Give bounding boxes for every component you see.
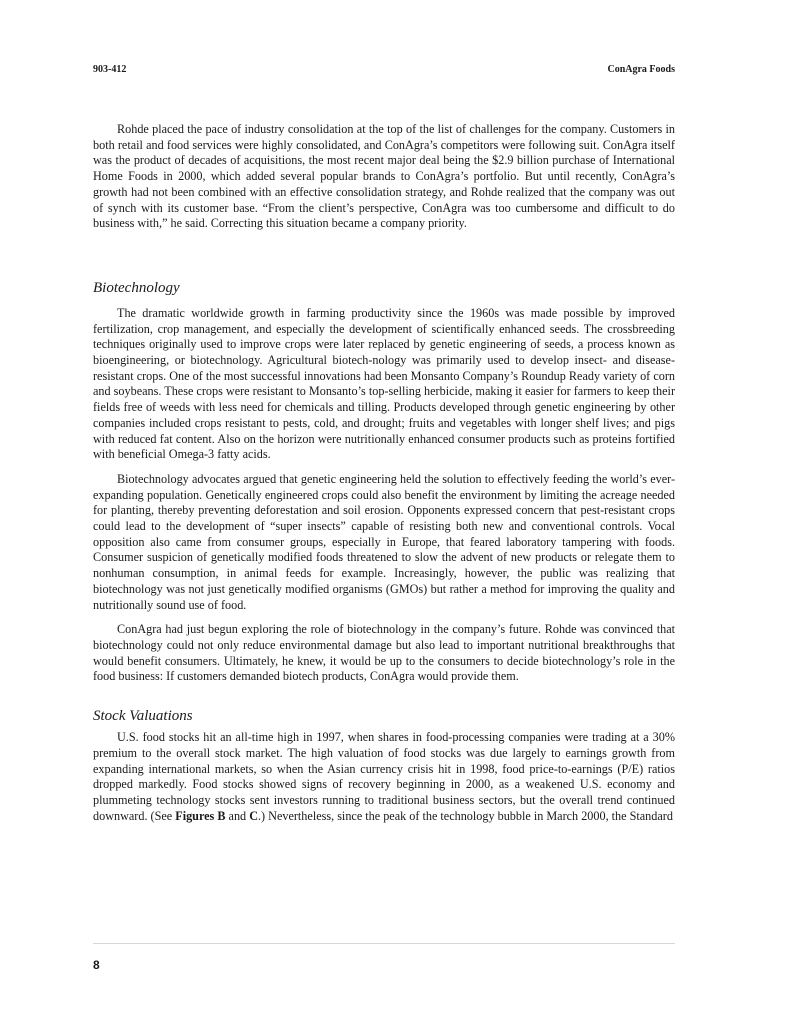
document-title: ConAgra Foods <box>607 64 675 75</box>
footer-rule <box>93 943 675 944</box>
paragraph-biotech-2: Biotechnology advocates argued that genetic engineering held the solution to effectively feeding the world’s ever-expanding population. Genetically engineered crops could also benefit the environment by limiting the acreage needed for planting, thereby preventing deforestation and soil erosion. Opponents expressed concern that pest-resistant crops could lead to the development of “super insects” capable of resisting both new and conventional controls. Vocal opposition also came from consumer groups, especially in Europe, that feared laboratory tampering with foods. Consumer suspicion of genetically modified foods threatened to slow the advent of new products or relegate them to nonhuman consumption, in animal feeds for example. Increasingly, however, the public was realizing that biotechnology was not just genetically modified organisms (GMOs) but rather a method for improving the quality and nutritionally sound use of food. <box>93 471 675 612</box>
document-number: 903-412 <box>93 64 127 75</box>
page-number: 8 <box>93 958 100 972</box>
page-body <box>93 122 675 824</box>
paragraph-biotech-3: ConAgra had just begun exploring the role of biotechnology in the company’s future. Rohde was convinced that biotechnology could not only reduce environmental damage but also lead to important nutritional breakthroughs that would benefit consumers. Ultimately, he knew, it would be up to the consumers to decide biotechnology’s role in the food business: If customers demanded biotech products, ConAgra would provide them. <box>93 622 675 684</box>
paragraph-consolidation: Rohde placed the pace of industry consolidation at the top of the list of challenges for the company. Customers in both retail and food services were highly consolidated, and ConAgra’s competitors were following suit. ConAgra itself was the product of decades of acquisitions, the most recent major deal being the $2.9 billion purchase of International Home Foods in 2000, which added several popular brands to ConAgra’s portfolio. But until recently, ConAgra’s growth had not been combined with an effective consolidation strategy, and Rohde realized that the company was out of synch with its customer base. “From the client’s perspective, ConAgra was too cumbersome and difficult to do business with,” he said. Correcting this situation became a company priority. <box>93 122 675 231</box>
section-heading-biotechnology: Biotechnology <box>93 279 180 296</box>
paragraph-stock-1 <box>93 730 675 824</box>
stock-text-a: U.S. food stocks hit an all-time high in 1997, when shares in food-processing companies were trading at a 30% premium to the overall stock market. The high valuation of food stocks was due largely to earnings growth from expanding international markets, so when the Asian currency crisis hit in 1998, food price-to-earnings (P/E) ratios dropped markedly. Food stocks showed signs of recovery beginning in 2000, as a weakened U.S. economy and plummeting technology stocks sent investors running to traditional business sectors, but the overall trend continued downward. (See <box>93 730 675 823</box>
paragraph-biotech-1: The dramatic worldwide growth in farming productivity since the 1960s was made possible by improved fertilization, crop management, and especially the development of scientifically enhanced seeds. The crossbreeding techniques originally used to improve crops were later replaced by genetic engineering of seeds, a process known as bioengineering, or biotechnology. Agricultural biotech-nology was primarily used to develop insect- and disease-resistant crops. One of the most successful innovations had been Monsanto Company’s Roundup Ready variety of corn and soybeans. These crops were resistant to Monsanto’s top-selling herbicide, making it easier for farmers to keep their fields free of weeds with less need for chemicals and tilling. Products developed through genetic engineering by other companies included crops resistant to pests, cold, and drought; fruits and vegetables with longer shelf lives; and pigs with reduced fat content. Also on the horizon were nutritionally enhanced consumer products such as proteins fortified with beneficial Omega-3 fatty acids. <box>93 305 675 462</box>
stock-text-and: and <box>225 808 250 823</box>
figure-ref-b: Figures B <box>175 808 226 823</box>
figure-ref-c: C <box>249 808 258 823</box>
section-heading-stock-valuations: Stock Valuations <box>93 708 193 725</box>
stock-text-b: .) Nevertheless, since the peak of the technology bubble in March 2000, the Standard <box>258 808 673 823</box>
